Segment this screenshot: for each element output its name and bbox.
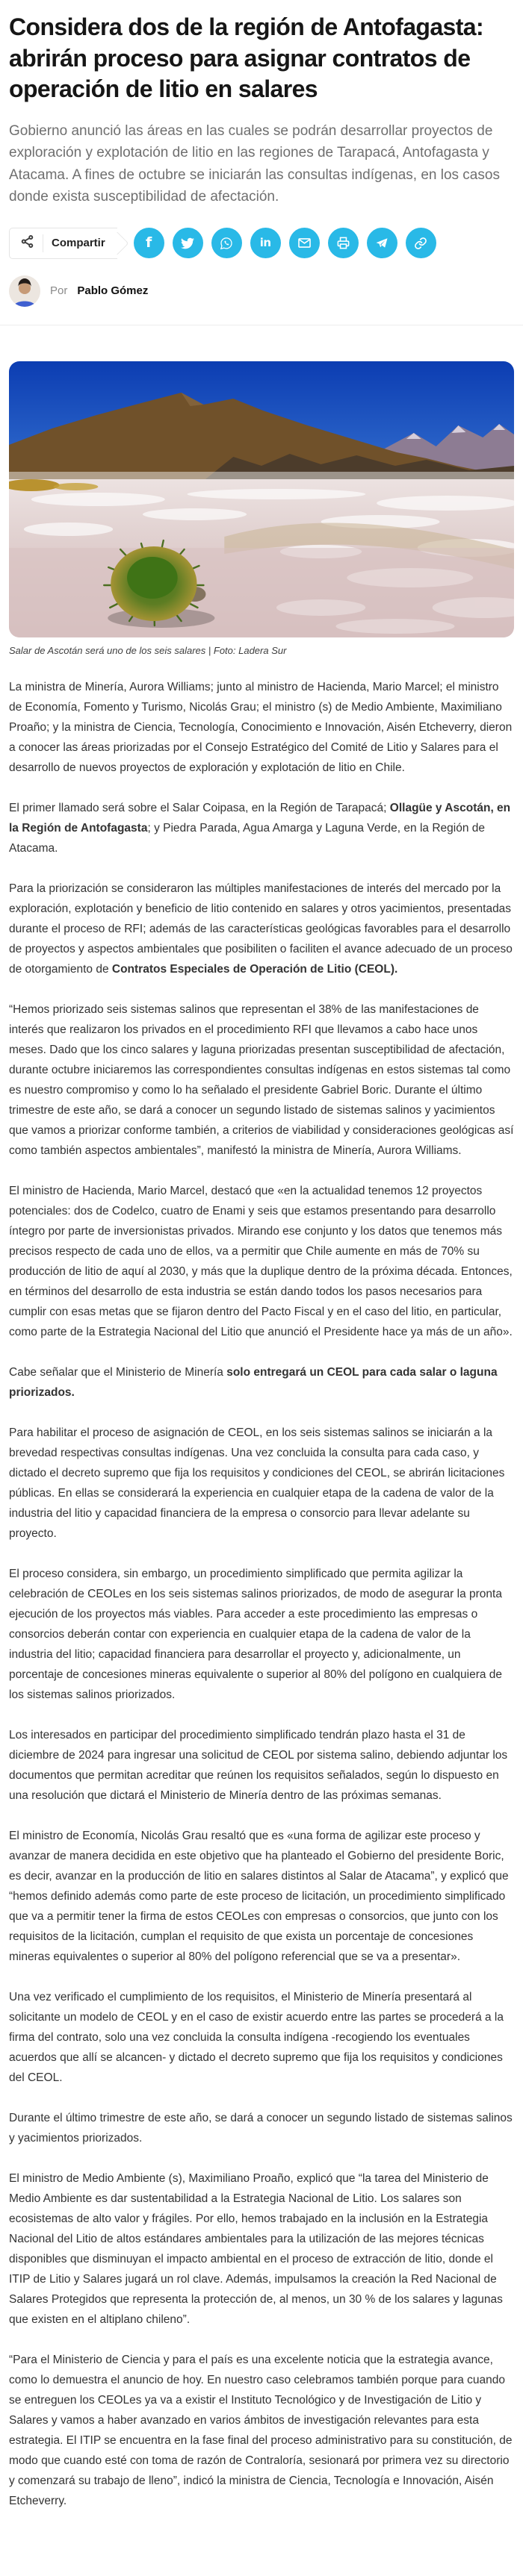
paragraph-text: “Para el Ministerio de Ciencia y para el país es una excelente noticia que la estrategia avance, como lo demuestra el anuncio de hoy. En nuestro caso celebramos también porque para cuando se entreguen los CEOLes ya va a existir el Instituto Tecnológico y de Investigación de Litio y Salares y vamos a haber avanzado en varios ámbitos de investigación relevantes para esta estrategia. El ITIP se encuentra en la fase final del proceso administrativo para su constitución, de modo que cuando esté con toma de razón de Contraloría, sesionará por primera vez su directorio y comenzará su trabajo de lleno”, indicó la ministra de Ciencia, Tecnología e Innovación, Aisén Etcheverry. — [9, 2353, 513, 2507]
paragraph-text: “Hemos priorizado seis sistemas salinos que representan el 38% de las manifestaciones de interés que realizaron los privados en el procedimiento RFI que llevamos a cabo hace unos meses. Dado que los cinco salares y laguna priorizadas presentan susceptibilidad de afectación, durante octubre iniciaremos las correspondientes consultas indígenas en estos sistemas tal como es nuestro compromiso y como lo ha señalado el presidente Gabriel Boric. Durante el último trimestre de este año, se dará a conocer un segundo listado de sistemas salinos y yacimientos que vamos a priorizar conforme también, a criterios de viabilidad y consideraciones geológicas así como también aspectos ambientales”, manifestó la ministra de Minería, Aurora Williams. — [9, 1002, 514, 1157]
paragraph-text: Para habilitar el proceso de asignación de CEOL, en los seis sistemas salinos se iniciarán a la brevedad respectivas consultas indígenas. Una vez concluida la consulta para cada caso, y dictado el decreto supremo que fija los requisitos y condiciones del CEOL, se abrirán licitaciones públicas. En ellas se considerará la experiencia en cualquier etapa de la cadena de valor de la industria del litio y capacidad financiera de la empresa o consorcio para llevar adelante su proyecto. — [9, 1426, 505, 1540]
share-button[interactable] — [9, 228, 117, 259]
article-paragraph — [9, 1725, 514, 1806]
paragraph-bold-text: Ollagüe y Ascotán, en la Región de Antofagasta — [9, 801, 511, 835]
article-figure — [9, 361, 514, 656]
byline-prefix: Por — [50, 284, 68, 298]
share-linkedin-button[interactable] — [250, 228, 281, 258]
article-body — [9, 677, 514, 2511]
share-telegram-button[interactable] — [367, 228, 397, 258]
print-icon — [336, 236, 350, 250]
paragraph-bold-text: Contratos Especiales de Operación de Litio (CEOL). — [111, 962, 398, 976]
author-link[interactable]: Pablo Gómez — [77, 284, 149, 298]
paragraph-text: El primer llamado será sobre el Salar Coipasa, en la Región de Tarapacá; — [9, 801, 390, 814]
twitter-icon — [181, 237, 194, 250]
paragraph-text: El ministro de Hacienda, Mario Marcel, destacó que «en la actualidad tenemos 12 proyectos potenciales: dos de Codelco, cuatro de Enami y seis que estamos presentando para desarrollo íntegro por parte de inversionistas privados. Mirando ese conjunto y los datos que tenemos más precisos respecto de cada uno de ellos, va a permitir que Chile aumente en más de 70% su producción de litio de aquí al 2030, y más que la duplique dentro de la próxima década. Entonces, en términos del desarrollo de esta industria se están dando todos los pasos necesarios para cumplir con esas metas que se fijaron dentro del Pacto Fiscal y en el caso del litio, en particular, como parte de la Estrategia Nacional del Litio que anunció el Presidente hace ya más de un año». — [9, 1184, 513, 1338]
share-print-button[interactable] — [328, 228, 359, 258]
telegram-icon — [375, 237, 389, 250]
article-paragraph — [9, 1362, 514, 1403]
paragraph-bold-text: solo entregará un CEOL para cada salar o laguna priorizados. — [9, 1365, 498, 1399]
article-paragraph — [9, 1564, 514, 1705]
paragraph-text: El ministro de Economía, Nicolás Grau resaltó que es «una forma de agilizar este proceso y avanzar de manera decidida en este objetivo que ha planteado el Gobierno del presidente Boric, es decir, avanzar en la producción de litio en salares distintos al Salar de Atacama”, y explicó que “hemos definido además como parte de este proceso de licitación, un procedimiento simplificado que va a permitir tener la firma de estos CEOLes con empresas o consorcios, que junto con los requisitos de la licitación, cumplan el requisito de que exista un porcentaje de concesiones mineras equivalentes o superior al 80% del polígono referencial que se va a presentar». — [9, 1829, 509, 1963]
article-lede: Gobierno anunció las áreas en las cuales se podrán desarrollar proyectos de exploración y explotación de litio en las regiones de Tarapacá, Antofagasta y Atacama. A fines de octubre se iniciarán las consultas indígenas, en los casos donde exista susceptibilidad de afectación. — [9, 122, 500, 205]
article-paragraph — [9, 999, 514, 1161]
article-paragraph — [9, 2168, 514, 2330]
article-paragraph — [9, 2350, 514, 2511]
article-paragraph — [9, 1826, 514, 1967]
paragraph-text: La ministra de Minería, Aurora Williams; junto al ministro de Hacienda, Mario Marcel; el ministro de Economía, Fomento y Turismo, Nicolás Grau; el ministro (s) de Medio Ambiente, Maximiliano Proaño; y la ministra de Ciencia, Tecnología, Conocimiento e Innovación, Aisén Etcheverry, dieron a conocer las áreas priorizadas por el Consejo Estratégico del Comité de Litio y Salares para el desarrollo de nuevos proyectos de exploración y explotación de litio en Chile. — [9, 680, 513, 774]
article-paragraph — [9, 1181, 514, 1342]
share-link-button[interactable] — [406, 228, 436, 258]
share-twitter-button[interactable] — [173, 228, 203, 258]
paragraph-text: Los interesados en participar del procedimiento simplificado tendrán plazo hasta el 31 de diciembre de 2024 para ingresar una solicitud de CEOL por sistema salino, debiendo adjuntar los documentos que permitan acreditar que reúnen los requisitos señalados, según lo dispuesto en una resolución que dictará el Ministerio de Minería dentro de las próximas semanas. — [9, 1728, 508, 1802]
paragraph-text: Durante el último trimestre de este año, se dará a conocer un segundo listado de sistemas salinos y yacimientos priorizados. — [9, 2111, 513, 2145]
share-bar — [9, 228, 514, 259]
byline — [9, 275, 514, 307]
share-email-button[interactable] — [289, 228, 320, 258]
paragraph-text: Cabe señalar que el Ministerio de Minería — [9, 1365, 227, 1379]
linkedin-icon: in — [259, 236, 271, 250]
share-button-label: Compartir — [52, 237, 105, 250]
share-icon — [20, 234, 34, 252]
share-whatsapp-button[interactable] — [211, 228, 242, 258]
email-icon — [297, 236, 312, 250]
article-paragraph — [9, 879, 514, 979]
paragraph-text: Para la priorización se consideraron las múltiples manifestaciones de interés del mercado por la exploración, explotación y beneficio de litio contenido en salares y otros yacimientos, presentadas durante el proceso de RFI; además de las características geológicas favorables para el desarrollo de proyectos y aspectos ambientales que posibiliten o faciliten el avance adecuado de un proceso de otorgamiento de — [9, 882, 513, 976]
article-paragraph — [9, 1423, 514, 1544]
article-paragraph — [9, 677, 514, 778]
facebook-icon: f — [146, 234, 152, 252]
paragraph-text: ; y Piedra Parada, Agua Amarga y Laguna Verde, en la Región de Atacama. — [9, 821, 485, 855]
photo-caption: Salar de Ascotán será uno de los seis salares | Foto: Ladera Sur — [9, 644, 287, 656]
article-paragraph — [9, 1987, 514, 2088]
salar-photo — [9, 361, 514, 637]
paragraph-text: El ministro de Medio Ambiente (s), Maximiliano Proaño, explicó que “la tarea del Ministerio de Medio Ambiente es dar sustentabilidad a la Estrategia Nacional de Litio. Los salares son ecosistemas de alto valor y frágiles. Por ello, hemos trabajado en la inclusión en la Estrategia Nacional del Litio de altos estándares ambientales para la utilización de las mejores técnicas disponibles que disminuyan el impacto ambiental en el proceso de extracción de litio, donde el ITIP de Litio y Salares jugará un rol clave. Además, impulsamos la creación la Red Nacional de Salares Protegidos que representa la protección de, al menos, un 30 % de los salares y lagunas que existen en el altiplano chileno”. — [9, 2171, 503, 2326]
paragraph-text: El proceso considera, sin embargo, un procedimiento simplificado que permita agilizar la celebración de CEOLes en los seis sistemas salinos priorizados, de modo de asegurar la pronta ejecución de los proyectos más viables. Para acceder a este procedimiento las empresas o consorcios deberán contar con experiencia en cualquier etapa de la cadena de valor de la industria del litio; capacidad financiera para desarrollar el proyecto y, adicionalmente, un porcentaje de concesiones mineras equivalente o superior al 80% del polígono en cualquiera de los sistemas salinos priorizados. — [9, 1567, 503, 1701]
share-facebook-button[interactable] — [134, 228, 164, 258]
paragraph-text: Una vez verificado el cumplimiento de los requisitos, el Ministerio de Minería presentará al solicitante un modelo de CEOL y en el caso de existir acuerdo entre las partes se procederá a la firma del contrato, solo una vez concluida la consulta indígena -recogiendo los eventuales acuerdos que allí se alcancen- y dictado el decreto supremo que fija los requisitos y condiciones del CEOL. — [9, 1990, 504, 2084]
article-title: Considera dos de la región de Antofagasta: abrirán proceso para asignar contratos de operación de litio en salares — [9, 13, 484, 103]
link-icon — [414, 237, 427, 250]
article-paragraph — [9, 798, 514, 858]
author-avatar — [9, 275, 40, 307]
article-paragraph — [9, 2108, 514, 2148]
whatsapp-icon — [219, 236, 234, 251]
